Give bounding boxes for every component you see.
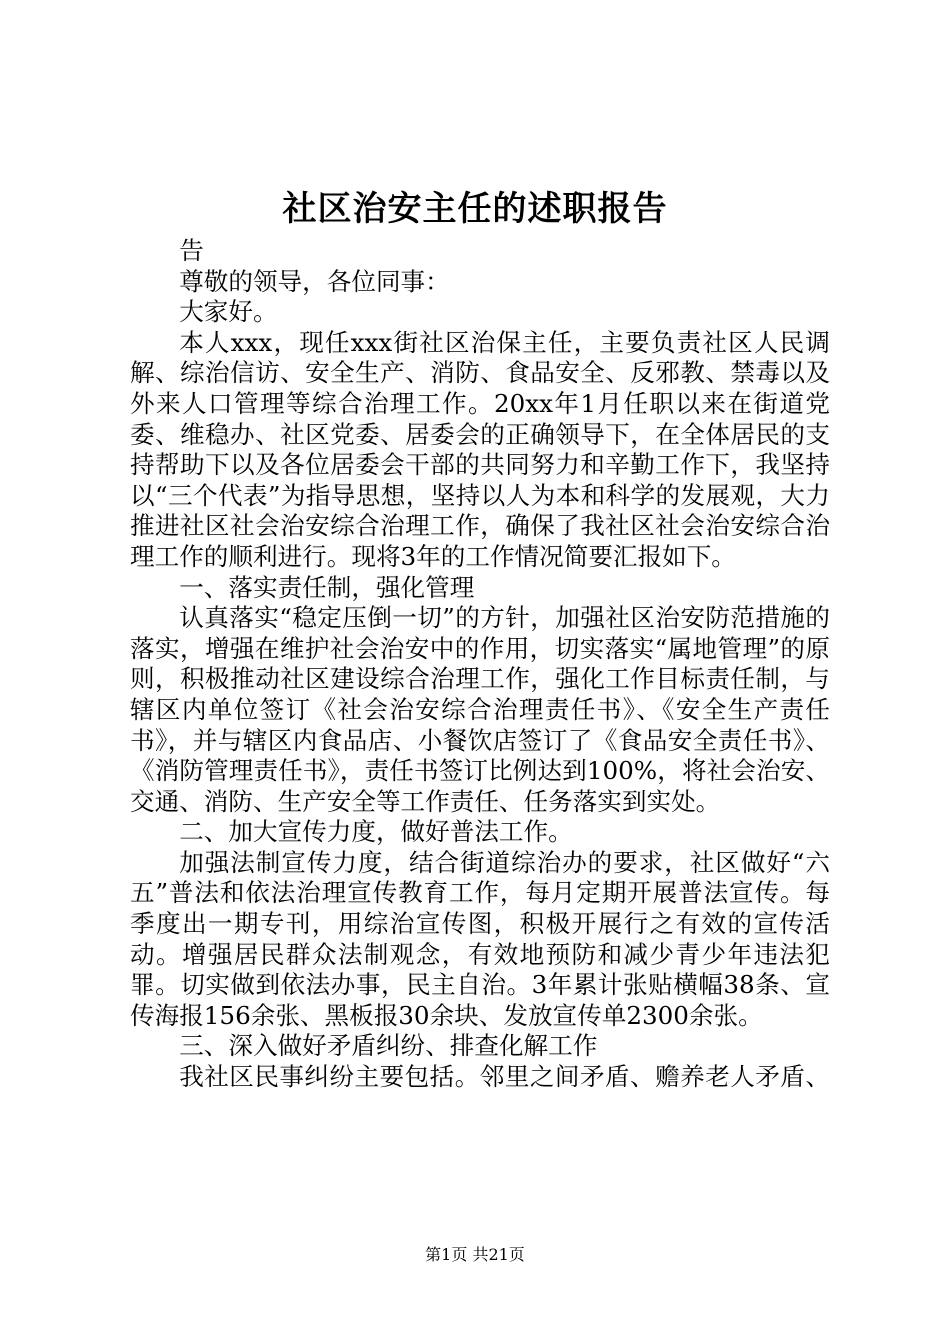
section-heading-2: 二、加大宣传力度，做好普法工作。 [179,817,573,847]
paragraph-introduction: 本人xxx，现任xxx街社区治保主任，主要负责社区人民调解、综治信访、安全生产、消防、食品安全、反邪教、禁毒以及外来人口管理等综合治理工作。20xx年1月任职以来在街道党委、维稳办、社区党委、居委会的正确领导下，在全体居民的支持帮助下以及各位居委会干部的共同努力和辛勤工作下，我坚持以“三个代表”为指导思想，坚持以人为本和科学的发展观，大力推进社区社会治安综合治理工作，确保了我社区社会治安综合治理工作的顺利进行。现将3年的工作情况简要汇报如下。 [130,327,830,571]
document-body [130,236,830,1093]
paragraph-section-3: 我社区民事纠纷主要包括。邻里之间矛盾、赡养老人矛盾、 [179,1062,830,1092]
paragraph-section-2: 加强法制宣传力度，结合街道综治办的要求，社区做好“六五”普法和依法治理宣传教育工作，每月定期开展普法宣传。每季度出一期专刊，用综治宣传图，积极开展行之有效的宣传活动。增强居民群众法制观念，有效地预防和减少青少年违法犯罪。切实做到依法办事，民主自治。3年累计张贴横幅38条、宣传海报156余张、黑板报30余块、发放宣传单2300余张。 [130,847,830,1030]
paragraph-greeting: 大家好。 [179,297,278,327]
paragraph-fragment: 告 [179,236,204,265]
page-title: 社区治安主任的述职报告 [282,189,668,229]
paragraph-salutation: 尊敬的领导，各位同事： [179,266,450,296]
section-heading-1: 一、落实责任制，强化管理 [179,572,475,602]
paragraph-section-1: 认真落实“稳定压倒一切”的方针，加强社区治安防范措施的落实，增强在维护社会治安中的作用，切实落实“属地管理”的原则，积极推动社区建设综合治理工作，强化工作目标责任制，与辖区内单位签订《社会治安综合治理责任书》、《安全生产责任书》，并与辖区内食品店、小餐饮店签订了《食品安全责任书》、《消防管理责任书》，责任书签订比例达到100%，将社会治安、交通、消防、生产安全等工作责任、任务落实到实处。 [130,603,830,816]
page-footer: 第1页 共21页 [425,1245,525,1264]
section-heading-3: 三、深入做好矛盾纠纷、排查化解工作 [179,1031,598,1061]
